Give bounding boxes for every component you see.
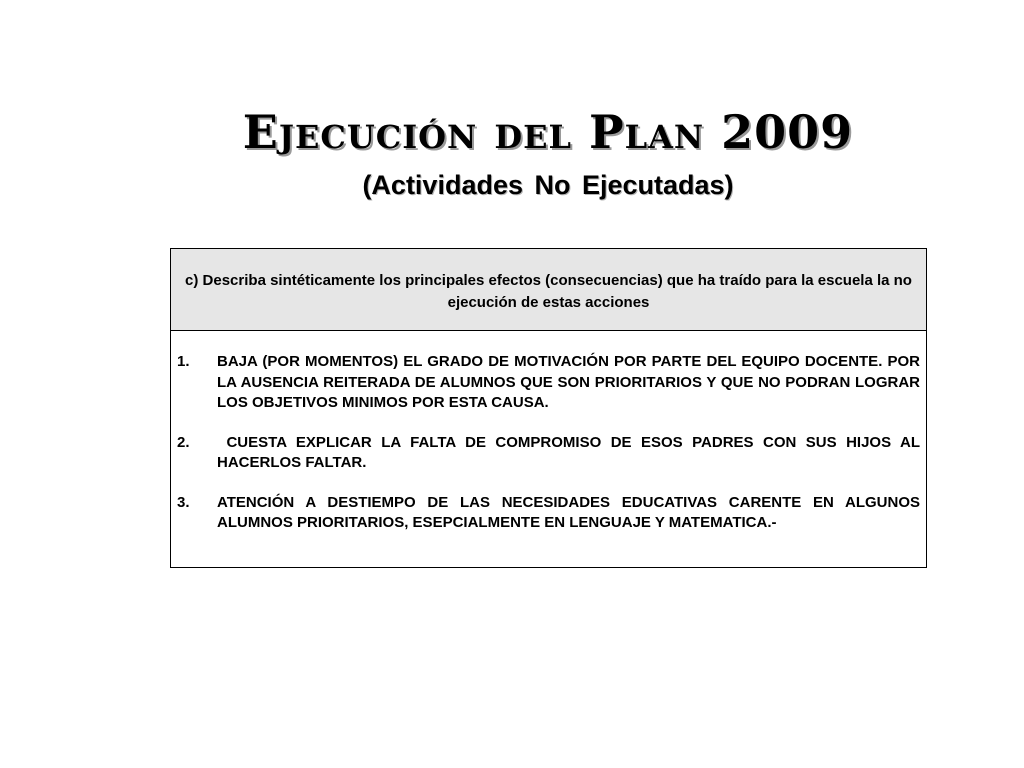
list-item <box>177 433 925 474</box>
question-header: c) Describa sintéticamente los principales efectos (consecuencias) que ha traído para la escuela la no ejecución de estas acciones <box>171 249 926 331</box>
list-item-text: CUESTA EXPLICAR LA FALTA DE COMPROMISO DE ESOS PADRES CON SUS HIJOS AL HACERLOS FALTAR. <box>217 433 925 471</box>
list-item-text: BAJA (POR MOMENTOS) EL GRADO DE MOTIVACIÓN POR PARTE DEL EQUIPO DOCENTE. POR LA AUSENCIA REITERADA DE ALUMNOS QUE SON PRIORITARIOS Y QUE NO PODRAN LOGRAR LOS OBJETIVOS MINIMOS POR ESTA CAUSA. <box>217 353 920 411</box>
list-item-number: 1. <box>177 353 190 370</box>
list-item-number: 2. <box>177 433 190 451</box>
slide-title: Ejecución del Plan 2009 <box>242 105 854 159</box>
list-item <box>177 493 920 534</box>
list-item-text: ATENCIÓN A DESTIEMPO DE LAS NECESIDADES EDUCATIVAS CARENTE EN ALGUNOS ALUMNOS PRIORITARIOS, ESEPCIALMENTE EN LENGUAJE Y MATEMATICA.- <box>217 493 920 531</box>
list-item <box>177 352 920 414</box>
slide-subtitle: (Actividades No Ejecutadas) <box>362 170 734 200</box>
question-table <box>170 248 927 568</box>
answer-list <box>171 331 926 567</box>
list-item-number: 3. <box>177 493 190 511</box>
